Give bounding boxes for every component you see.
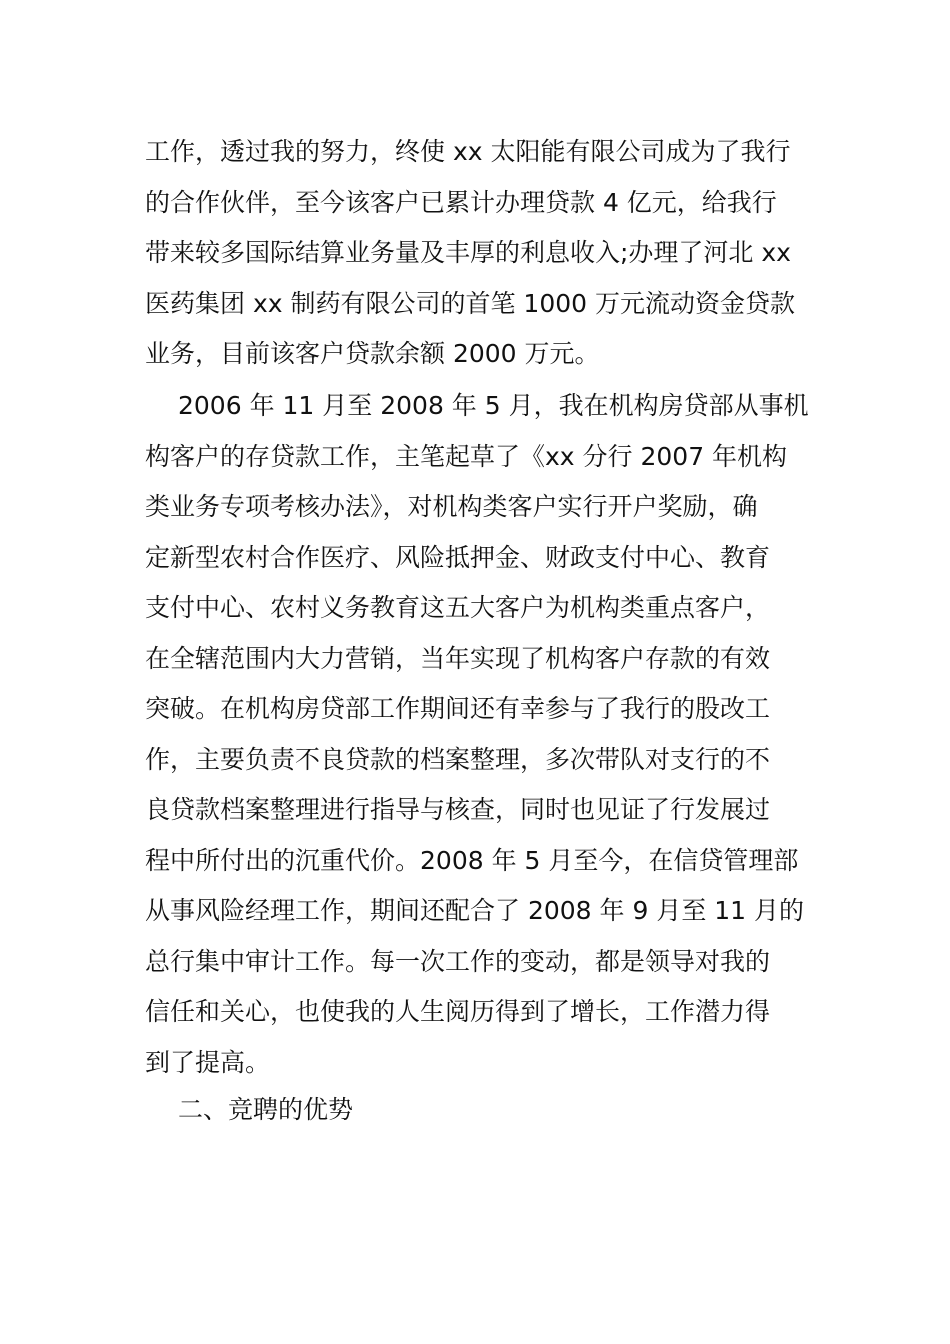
text-line: 2006 年 11 月至 2008 年 5 月，我在机构房贷部从事机	[178, 391, 809, 420]
text-line: 信任和关心，也使我的人生阅历得到了增长，工作潜力得	[145, 997, 771, 1026]
text-line: 良贷款档案整理进行指导与核查，同时也见证了行发展过	[145, 795, 771, 824]
text-line: 类业务专项考核办法》，对机构类客户实行开户奖励，确	[145, 492, 758, 521]
text-line: 支付中心、农村义务教育这五大客户为机构类重点客户，	[145, 593, 771, 622]
section-heading-text: 二、竞聘的优势	[178, 1095, 354, 1124]
text-line: 的合作伙伴，至今该客户已累计办理贷款 4 亿元，给我行	[145, 187, 777, 217]
paragraph-institution-department	[145, 381, 825, 1088]
text-line: 医药集团 xx 制药有限公司的首笔 1000 万元流动资金贷款	[145, 288, 796, 318]
text-line: 在全辖范围内大力营销，当年实现了机构客户存款的有效	[145, 643, 771, 673]
text-line: 带来较多国际结算业务量及丰厚的利息收入;办理了河北 xx	[145, 238, 791, 267]
text-line: 业务，目前该客户贷款余额 2000 万元。	[145, 339, 600, 368]
text-line: 总行集中审计工作。每一次工作的变动，都是领导对我的	[145, 946, 771, 976]
text-line: 工作，透过我的努力，终使 xx 太阳能有限公司成为了我行	[145, 137, 791, 166]
text-line: 从事风险经理工作，期间还配合了 2008 年 9 月至 11 月的	[145, 896, 805, 925]
section-heading-advantages	[145, 1085, 825, 1136]
text-line: 程中所付出的沉重代价。2008 年 5 月至今，在信贷管理部	[145, 845, 799, 875]
text-line: 定新型农村合作医疗、风险抵押金、财政支付中心、教育	[145, 542, 771, 572]
text-line: 突破。在机构房贷部工作期间还有幸参与了我行的股改工	[145, 694, 771, 723]
text-line: 作，主要负责不良贷款的档案整理，多次带队对支行的不	[145, 744, 771, 774]
paragraph-work-experience-continued	[145, 127, 825, 380]
text-line: 构客户的存贷款工作，主笔起草了《xx 分行 2007 年机构	[145, 441, 788, 471]
text-line: 到了提高。	[145, 1047, 271, 1077]
